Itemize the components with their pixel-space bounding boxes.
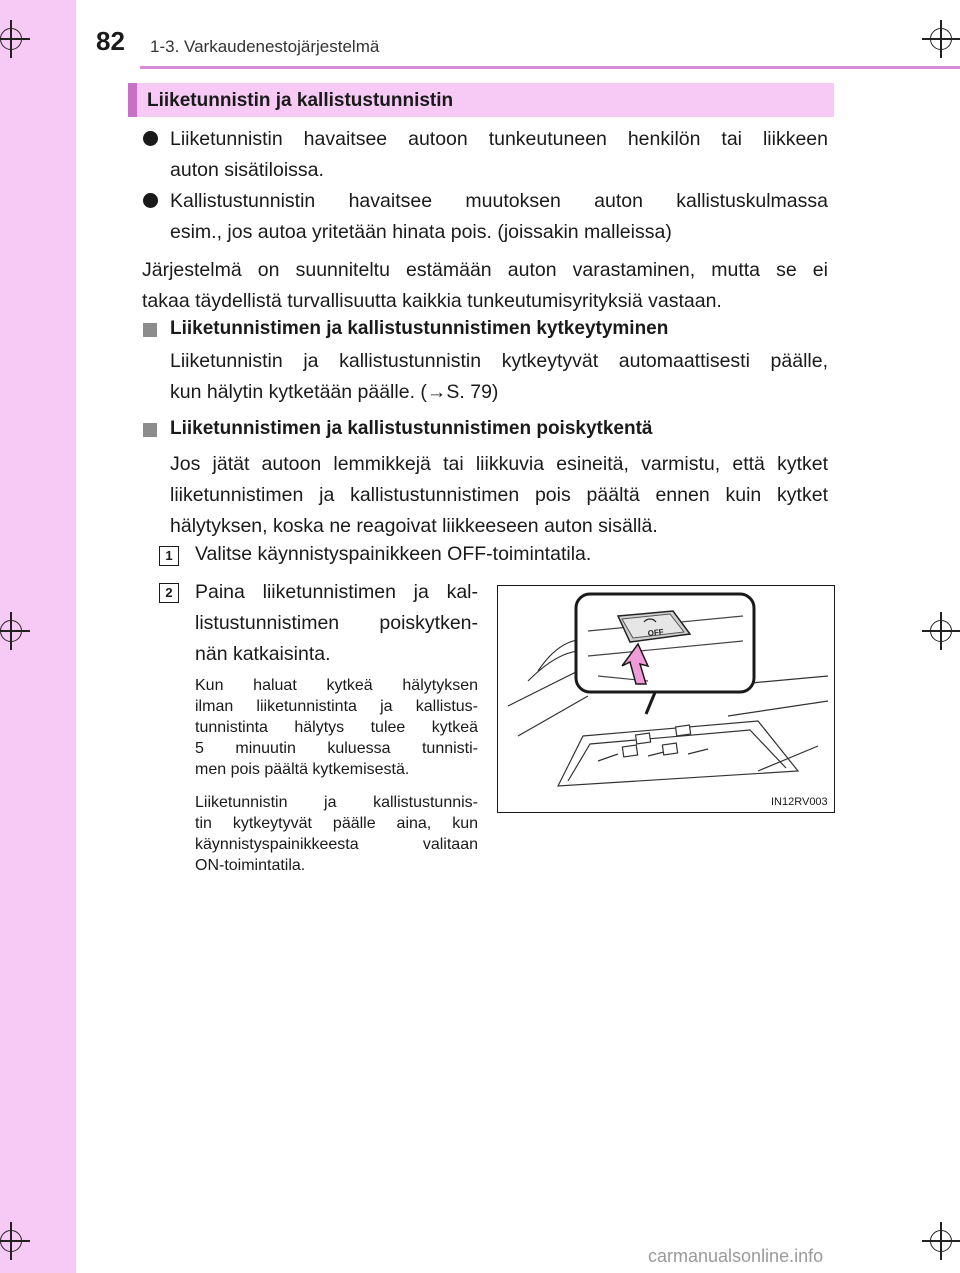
section-heading: Liiketunnistin ja kallistustunnistin bbox=[128, 83, 834, 117]
subheading: Liiketunnistimen ja kallistustunnistimen kytkeytyminen bbox=[170, 318, 669, 339]
square-bullet-icon bbox=[143, 423, 157, 437]
intro-paragraph: Järjestelmä on suunniteltu estämään auton varastaminen, mutta se ei takaa täydellistä turvallisuutta kaikkia tunkeutumisyrityksiä vastaan. bbox=[142, 259, 828, 312]
overhead-console-illustration bbox=[497, 585, 835, 813]
registration-mark-icon bbox=[922, 1222, 960, 1260]
figure-code: IN12RV003 bbox=[771, 796, 828, 808]
registration-mark-icon bbox=[922, 612, 960, 650]
step-text: Valitse käynnistyspainikkeen OFF-toimintatila. bbox=[195, 543, 592, 565]
registration-mark-icon bbox=[0, 1222, 30, 1260]
chapter-title: 1-3. Varkaudenestojärjestelmä bbox=[150, 37, 380, 56]
watermark: carmanualsonline.info bbox=[648, 1246, 824, 1266]
bullet-text: Liiketunnistin havaitsee autoon tunkeutuneen henkilön tai liikkeen auton sisätiloissa. bbox=[170, 128, 828, 181]
bullet-icon bbox=[143, 131, 158, 146]
step-number: 1 bbox=[159, 546, 179, 566]
sub2-paragraph: Jos jätät autoon lemmikkejä tai liikkuvia esineitä, varmistu, että kytket liiketunnistimen ja kallistustunnistimen pois päältä ennen kuin kytket hälytyksen, koska ne reagoivat liikkeeseen auton sisällä. bbox=[170, 453, 828, 537]
subheading: Liiketunnistimen ja kallistustunnistimen poiskytkentä bbox=[170, 418, 653, 439]
note-paragraph: Kun haluat kytkeä hälytyksen ilman liiketunnistinta ja kallistus- tunnistinta hälytys tulee kytkeä 5 minuutin kuluessa tunnisti- men pois päältä kytkemisestä. bbox=[195, 677, 478, 778]
registration-mark-icon bbox=[922, 20, 960, 58]
page-number: 82 bbox=[96, 26, 125, 56]
square-bullet-icon bbox=[143, 323, 157, 337]
registration-mark-icon bbox=[0, 612, 30, 650]
console-drawing bbox=[498, 586, 835, 813]
sub1-paragraph: Liiketunnistin ja kallistustunnistin kytkeytyvät automaattisesti päälle, kun hälytin kytketään päälle. (→S. 79) bbox=[170, 350, 828, 403]
registration-mark-icon bbox=[0, 20, 30, 58]
step-number: 2 bbox=[159, 583, 179, 603]
header-rule bbox=[140, 66, 960, 69]
note-paragraph: Liiketunnistin ja kallistustunnis- tin kytkeytyvät päälle aina, kun käynnistyspainikkeesta valitaan ON-toimintatila. bbox=[195, 794, 478, 874]
bullet-text: Kallistustunnistin havaitsee muutoksen auton kallistuskulmassa esim., jos autoa yritetään hinata pois. (joissakin malleissa) bbox=[170, 190, 828, 243]
off-button-label: OFF bbox=[647, 627, 665, 638]
step-text: Paina liiketunnistimen ja kal- listustunnistimen poiskytken- nän katkaisinta. bbox=[195, 581, 478, 665]
bullet-icon bbox=[143, 193, 158, 208]
